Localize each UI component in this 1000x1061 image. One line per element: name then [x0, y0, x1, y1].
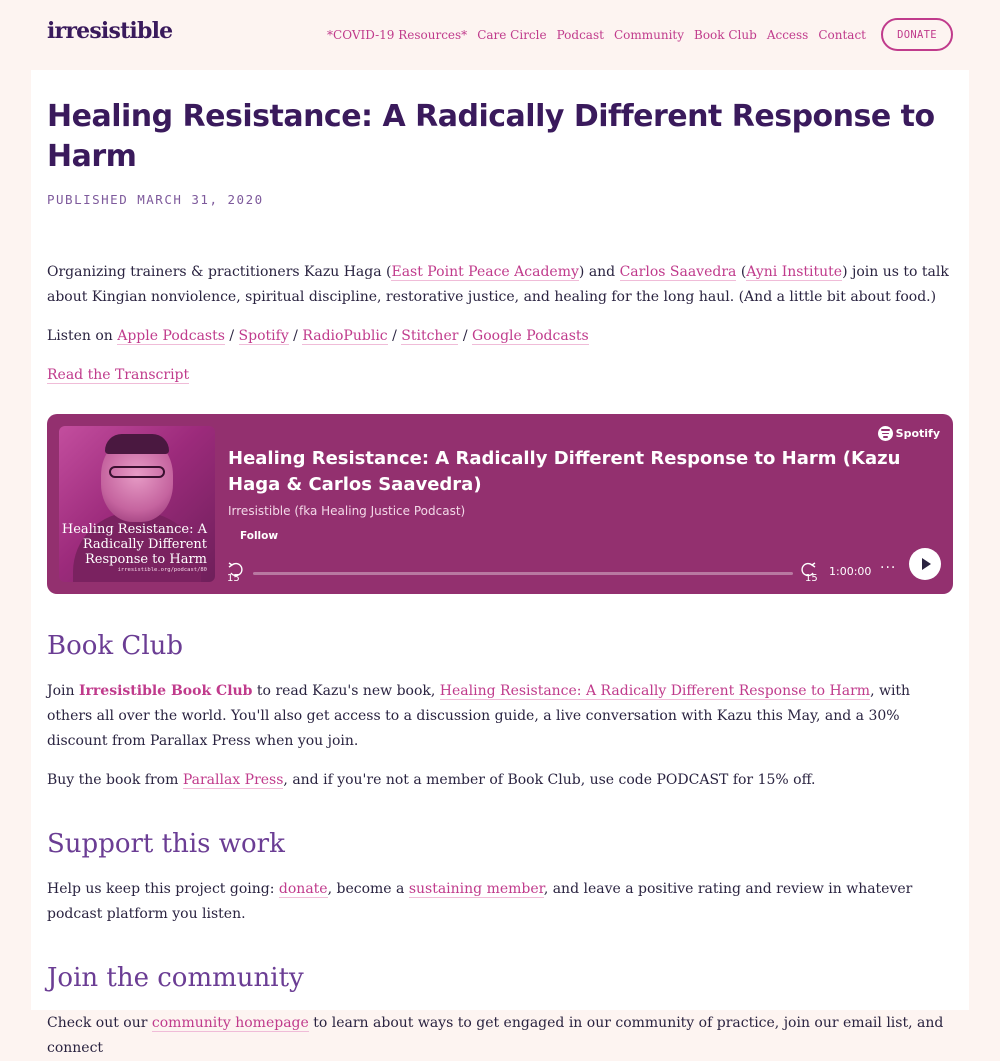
transcript-link[interactable]: Read the Transcript: [47, 367, 190, 383]
skip-back-seconds: 15: [227, 573, 240, 584]
nav-podcast[interactable]: Podcast: [556, 27, 604, 42]
nav-access[interactable]: Access: [766, 27, 809, 42]
stitcher-link[interactable]: Stitcher: [401, 328, 459, 344]
show-name[interactable]: Irresistible (fka Healing Justice Podcast): [228, 504, 466, 518]
skip-back-button[interactable]: [227, 561, 245, 584]
sustaining-member-link[interactable]: sustaining member: [408, 881, 544, 897]
book-club-heading: Book Club: [47, 631, 184, 661]
intro-paragraph: Organizing trainers & practitioners Kazu Haga (East Point Peace Academy) and Carlos Saavedra (Ayni Institute) join us to talk about Kingian nonviolence, spiritual discipline, restorative justice, and healing for the long haul. (And a little bit about food.): [47, 264, 949, 305]
spotify-link[interactable]: Spotify: [238, 328, 289, 344]
nav-community[interactable]: Community: [613, 27, 685, 42]
episode-cover-art: [59, 426, 215, 582]
community-homepage-link[interactable]: community homepage: [151, 1015, 309, 1031]
google-podcasts-link[interactable]: Google Podcasts: [472, 328, 589, 344]
book-link[interactable]: Healing Resistance: A Radically Different Response to Harm: [439, 683, 871, 699]
nav-care-circle[interactable]: Care Circle: [477, 27, 547, 42]
east-point-link[interactable]: East Point Peace Academy: [391, 264, 579, 280]
spotify-logo[interactable]: [878, 426, 940, 441]
community-heading: Join the community: [47, 963, 304, 993]
listen-on-line: Listen on Apple Podcasts / Spotify / RadioPublic / Stitcher / Google Podcasts: [47, 328, 589, 344]
episode-duration: 1:00:00: [829, 565, 872, 578]
spotify-player: [47, 414, 953, 594]
support-heading: Support this work: [47, 829, 285, 859]
transcript-line: [47, 363, 953, 388]
carlos-saavedra-link[interactable]: Carlos Saavedra: [619, 264, 737, 280]
donate-button[interactable]: DONATE: [881, 18, 953, 51]
main-nav: [327, 18, 953, 51]
site-header: [0, 0, 1000, 70]
support-paragraph: Help us keep this project going: donate, become a sustaining member, and leave a positive rating and review in whatever podcast platform you listen.: [47, 881, 913, 922]
play-icon: [922, 558, 931, 570]
book-club-strong-link[interactable]: Irresistible Book Club: [79, 683, 253, 699]
article: [47, 70, 953, 1061]
buy-book-paragraph: Buy the book from Parallax Press, and if you're not a member of Book Club, use code PODCAST for 15% off.: [47, 772, 816, 788]
progress-bar[interactable]: [253, 572, 793, 575]
donate-link[interactable]: donate: [278, 881, 328, 897]
cover-title: Healing Resistance: A Radically Different Response to Harm: [61, 522, 207, 567]
spotify-wordmark: Spotify: [895, 427, 940, 440]
follow-button[interactable]: Follow: [228, 527, 290, 545]
nav-contact[interactable]: Contact: [818, 27, 866, 42]
page-title: Healing Resistance: A Radically Different Response to Harm: [47, 99, 935, 174]
community-paragraph: Check out our community homepage to learn about ways to get engaged in our community of practice, join our email list, and connect: [47, 1015, 944, 1056]
ayni-institute-link[interactable]: Ayni Institute: [746, 264, 843, 280]
site-logo[interactable]: irresistible: [47, 18, 173, 44]
published-date: PUBLISHED MARCH 31, 2020: [47, 192, 264, 207]
cover-glasses: [109, 466, 165, 478]
nav-covid-resources[interactable]: *COVID-19 Resources*: [327, 27, 468, 42]
apple-podcasts-link[interactable]: Apple Podcasts: [117, 328, 225, 344]
cover-url: irresistible.org/podcast/80: [117, 567, 207, 573]
nav-book-club[interactable]: Book Club: [694, 27, 757, 42]
radiopublic-link[interactable]: RadioPublic: [302, 328, 388, 344]
spotify-icon: [878, 426, 893, 441]
parallax-press-link[interactable]: Parallax Press: [182, 772, 284, 788]
skip-forward-button[interactable]: [799, 561, 818, 584]
cover-hair: [105, 434, 169, 454]
more-options-button[interactable]: ···: [880, 560, 897, 576]
play-button[interactable]: [909, 548, 941, 580]
book-club-paragraph: Join Irresistible Book Club to read Kazu's new book, Healing Resistance: A Radically Different Response to Harm, with others all over the world. You'll also get access to a discussion guide, a live conversation with Kazu this May, and a 30% discount from Parallax Press when you join.: [47, 683, 911, 749]
skip-forward-seconds: 15: [805, 573, 818, 584]
episode-title[interactable]: Healing Resistance: A Radically Different Response to Harm (Kazu Haga & Carlos Saavedra): [228, 448, 901, 495]
